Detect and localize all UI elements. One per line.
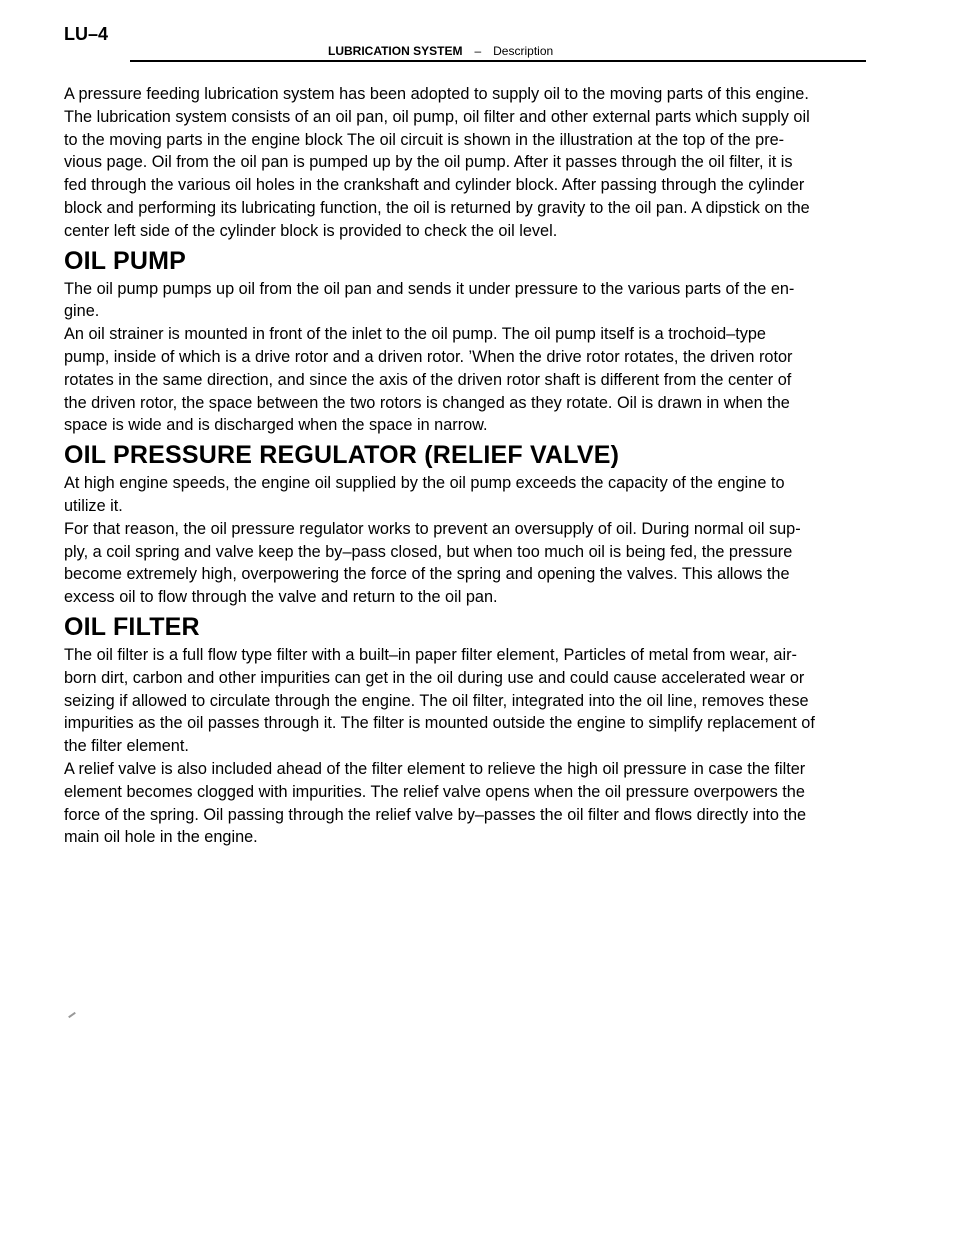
text-line: center left side of the cylinder block is provided to check the oil level. <box>64 221 558 240</box>
text-line: pump, inside of which is a drive rotor and a driven rotor. ’When the drive rotor rotates, the driven rotor <box>64 347 793 366</box>
stray-mark <box>68 1012 76 1018</box>
text-line: vious page. Oil from the oil pan is pumped up by the oil pump. After it passes through the oil filter, it is <box>64 153 793 172</box>
section-oil-pump <box>64 246 874 438</box>
text-line: the driven rotor, the space between the two rotors is changed as they rotate. Oil is drawn in when the <box>64 393 790 412</box>
page-number: LU–4 <box>64 24 109 44</box>
text-line: utilize it. <box>64 496 123 515</box>
system-title: LUBRICATION SYSTEM <box>328 44 463 58</box>
text-line: gine. <box>64 302 100 321</box>
section-oil-pressure-regulator <box>64 440 874 609</box>
section-heading: OIL PRESSURE REGULATOR (RELIEF VALVE) <box>64 441 620 470</box>
text-line: impurities as the oil passes through it. The filter is mounted outside the engine to simplify replacement of <box>64 714 815 733</box>
text-line: block and performing its lubricating function, the oil is returned by gravity to the oil pan. A dipstick on the <box>64 198 810 217</box>
text-line: element becomes clogged with impurities. The relief valve opens when the oil pressure overpowers the <box>64 782 805 801</box>
section-heading: OIL FILTER <box>64 612 200 641</box>
text-line: For that reason, the oil pressure regulator works to prevent an oversupply of oil. During normal oil sup- <box>64 519 801 538</box>
text-line: main oil hole in the engine. <box>64 828 258 847</box>
intro-paragraph <box>64 83 874 243</box>
text-line: to the moving parts in the engine block The oil circuit is shown in the illustration at the top of the pre- <box>64 130 785 149</box>
text-line: the filter element. <box>64 737 189 756</box>
text-line: The oil filter is a full flow type filter with a built–in paper filter element, Particles of metal from wear, air- <box>64 645 797 664</box>
document-body <box>64 83 874 849</box>
header-rule <box>130 60 866 62</box>
text-line: rotates in the same direction, and since the axis of the driven rotor shaft is different from the center of <box>64 370 792 389</box>
text-line: fed through the various oil holes in the crankshaft and cylinder block. After passing through the cylinder <box>64 176 805 195</box>
text-line: seizing if allowed to circulate through the engine. The oil filter, integrated into the oil line, removes these <box>64 691 809 710</box>
text-line: space is wide and is discharged when the space in narrow. <box>64 416 488 435</box>
running-header <box>328 44 553 58</box>
section-oil-filter <box>64 612 874 849</box>
page-header <box>0 0 960 64</box>
text-line: A relief valve is also included ahead of the filter element to relieve the high oil pressure in case the filter <box>64 759 806 778</box>
text-line: The lubrication system consists of an oil pan, oil pump, oil filter and other external parts which supply oil <box>64 107 810 126</box>
text-line: At high engine speeds, the engine oil supplied by the oil pump exceeds the capacity of the engine to <box>64 474 785 493</box>
text-line: excess oil to flow through the valve and return to the oil pan. <box>64 588 498 607</box>
text-line: A pressure feeding lubrication system has been adopted to supply oil to the moving parts of this engine. <box>64 85 809 103</box>
text-line: The oil pump pumps up oil from the oil pan and sends it under pressure to the various parts of the en- <box>64 279 795 298</box>
text-line: ply, a coil spring and valve keep the by–pass closed, but when too much oil is being fed, the pressure <box>64 542 793 561</box>
text-line: become extremely high, overpowering the force of the spring and opening the valves. This allows the <box>64 565 790 584</box>
section-title: Description <box>493 44 554 58</box>
text-line: born dirt, carbon and other impurities can get in the oil during use and could cause accelerated wear or <box>64 668 805 687</box>
text-line: force of the spring. Oil passing through the relief valve by–passes the oil filter and flows directly into the <box>64 805 807 824</box>
section-heading: OIL PUMP <box>64 246 186 275</box>
header-separator: – <box>474 44 482 58</box>
text-line: An oil strainer is mounted in front of the inlet to the oil pump. The oil pump itself is a trochoid–type <box>64 325 766 344</box>
